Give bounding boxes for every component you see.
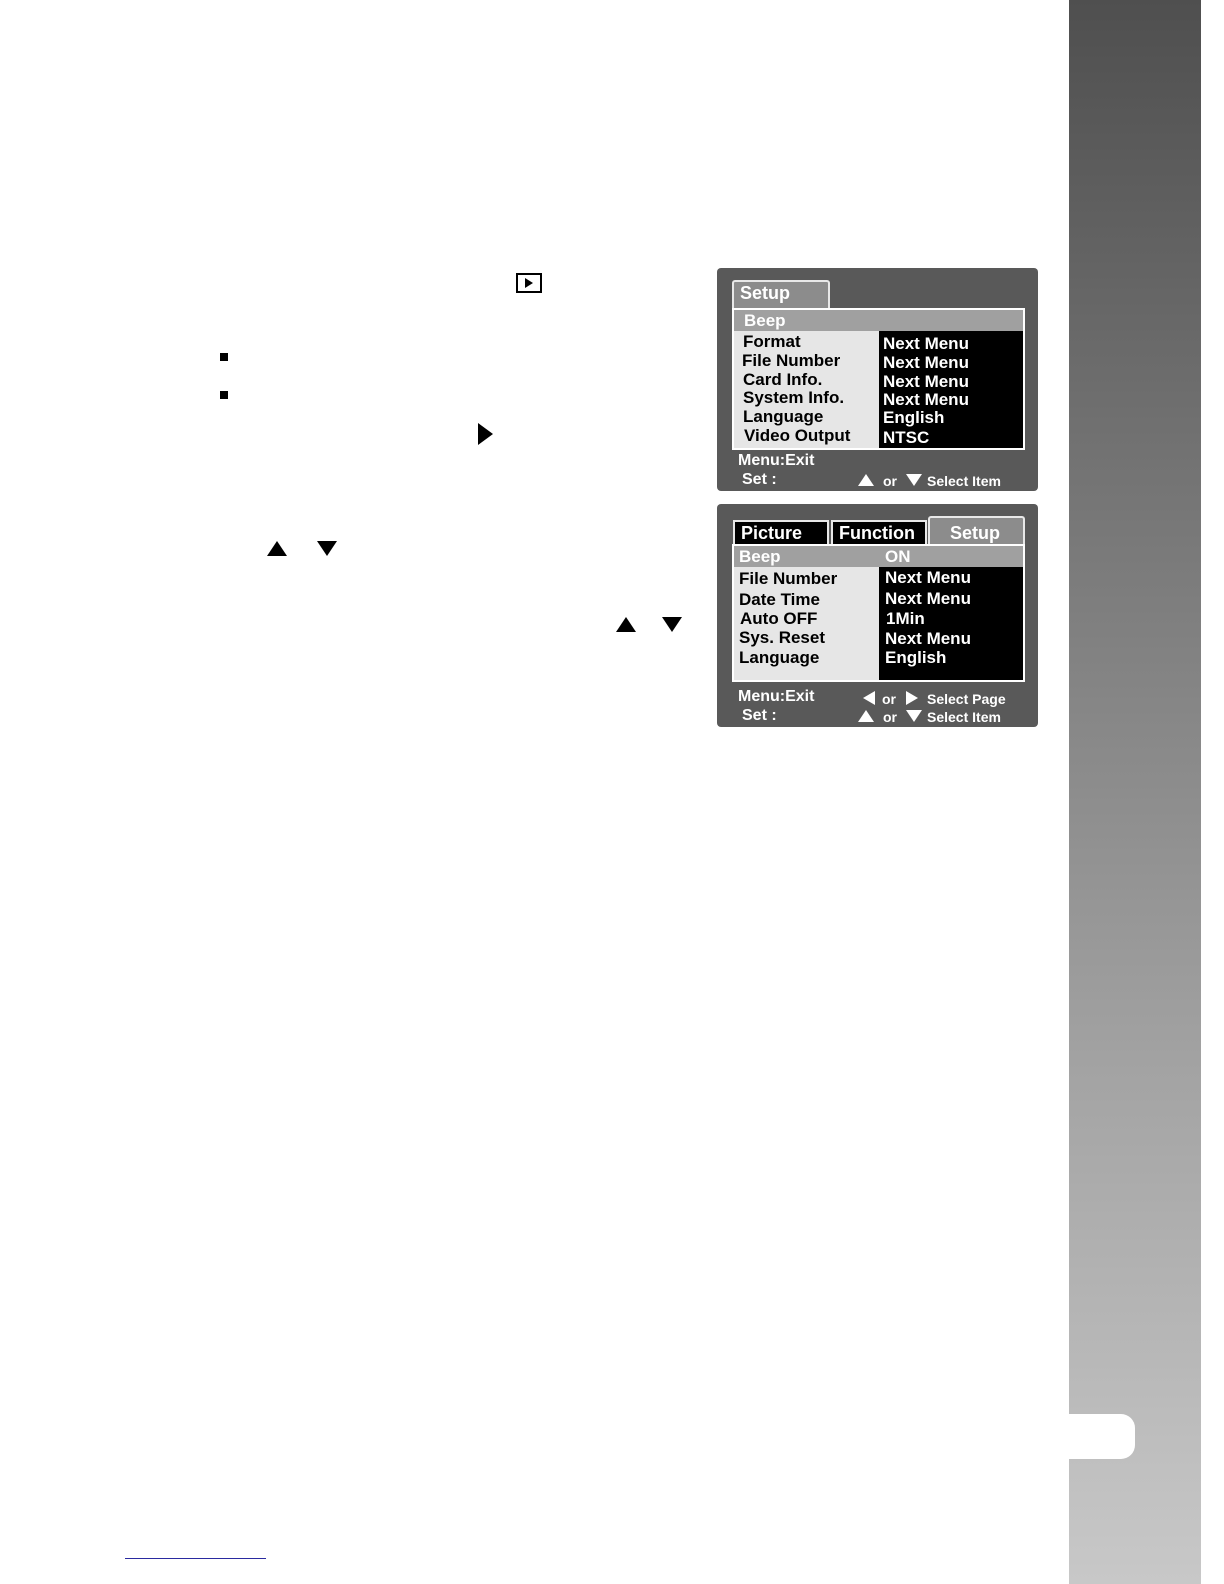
menu-item-label[interactable]: System Info. [743,388,845,407]
square-bullet-icon [220,391,228,399]
menu-item-value: Next Menu [885,589,971,608]
menu-item-value: Next Menu [885,568,971,587]
menu-list [732,544,1025,682]
or-label: or [883,709,897,725]
menu-item-label[interactable]: File Number [742,351,841,370]
menu-item-value: English [883,408,945,427]
menu-item-label[interactable]: Date Time [739,590,820,609]
menu-item-label[interactable]: Video Output [744,426,851,445]
menu-item-value: Next Menu [883,372,969,391]
tab-picture[interactable]: Picture [733,520,829,544]
footer-rule [125,1558,266,1559]
selected-item-value: ON [885,547,911,566]
selected-item-label: Beep [739,547,781,566]
up-arrow-icon [858,474,874,486]
menu-item-value: English [885,648,947,667]
selected-row[interactable]: Beep [734,310,1023,331]
tab-setup[interactable]: Setup [928,516,1025,545]
right-arrow-icon [906,691,918,705]
menu-exit-hint: Menu:Exit [738,452,815,469]
down-arrow-icon [906,474,922,486]
menu-item-label[interactable]: Format [743,332,801,351]
select-item-hint: Select Item [927,709,1001,725]
menu-item-value: Next Menu [883,334,969,353]
select-item-hint: Select Item [927,473,1001,489]
right-arrow-icon [478,423,493,445]
tab-setup[interactable]: Setup [732,280,830,309]
menu-item-label[interactable]: Language [739,648,820,667]
up-arrow-icon [267,541,287,556]
setup-menu-screen [717,268,1038,491]
selected-row[interactable] [734,546,1023,567]
menu-list [732,308,1025,450]
menu-item-value: Next Menu [883,353,969,372]
menu-item-label[interactable]: Card Info. [743,370,823,389]
left-arrow-icon [863,691,875,705]
down-arrow-icon [317,541,337,556]
page-number-tab [1069,1414,1135,1459]
menu-item-label[interactable]: Sys. Reset [739,628,825,647]
set-hint: Set : [742,471,777,488]
side-band [1069,0,1201,1584]
menu-item-label[interactable]: Auto OFF [740,609,818,628]
menu-item-label[interactable]: File Number [739,569,838,588]
menu-exit-hint: Menu:Exit [738,688,815,705]
select-page-hint: Select Page [927,691,1006,707]
setup-menu-screen-2 [717,504,1038,727]
menu-item-value: Next Menu [885,629,971,648]
square-bullet-icon [220,353,228,361]
playback-mode-icon [516,273,542,293]
or-label: or [883,473,897,489]
up-arrow-icon [858,710,874,722]
menu-item-value: 1Min [886,609,925,628]
down-arrow-icon [662,617,682,632]
up-arrow-icon [616,617,636,632]
menu-item-label[interactable]: Language [743,407,824,426]
down-arrow-icon [906,710,922,722]
set-hint: Set : [742,707,777,724]
or-label: or [882,691,896,707]
menu-item-value: NTSC [883,428,930,447]
tab-function[interactable]: Function [831,520,927,544]
menu-item-value: Next Menu [883,390,969,409]
